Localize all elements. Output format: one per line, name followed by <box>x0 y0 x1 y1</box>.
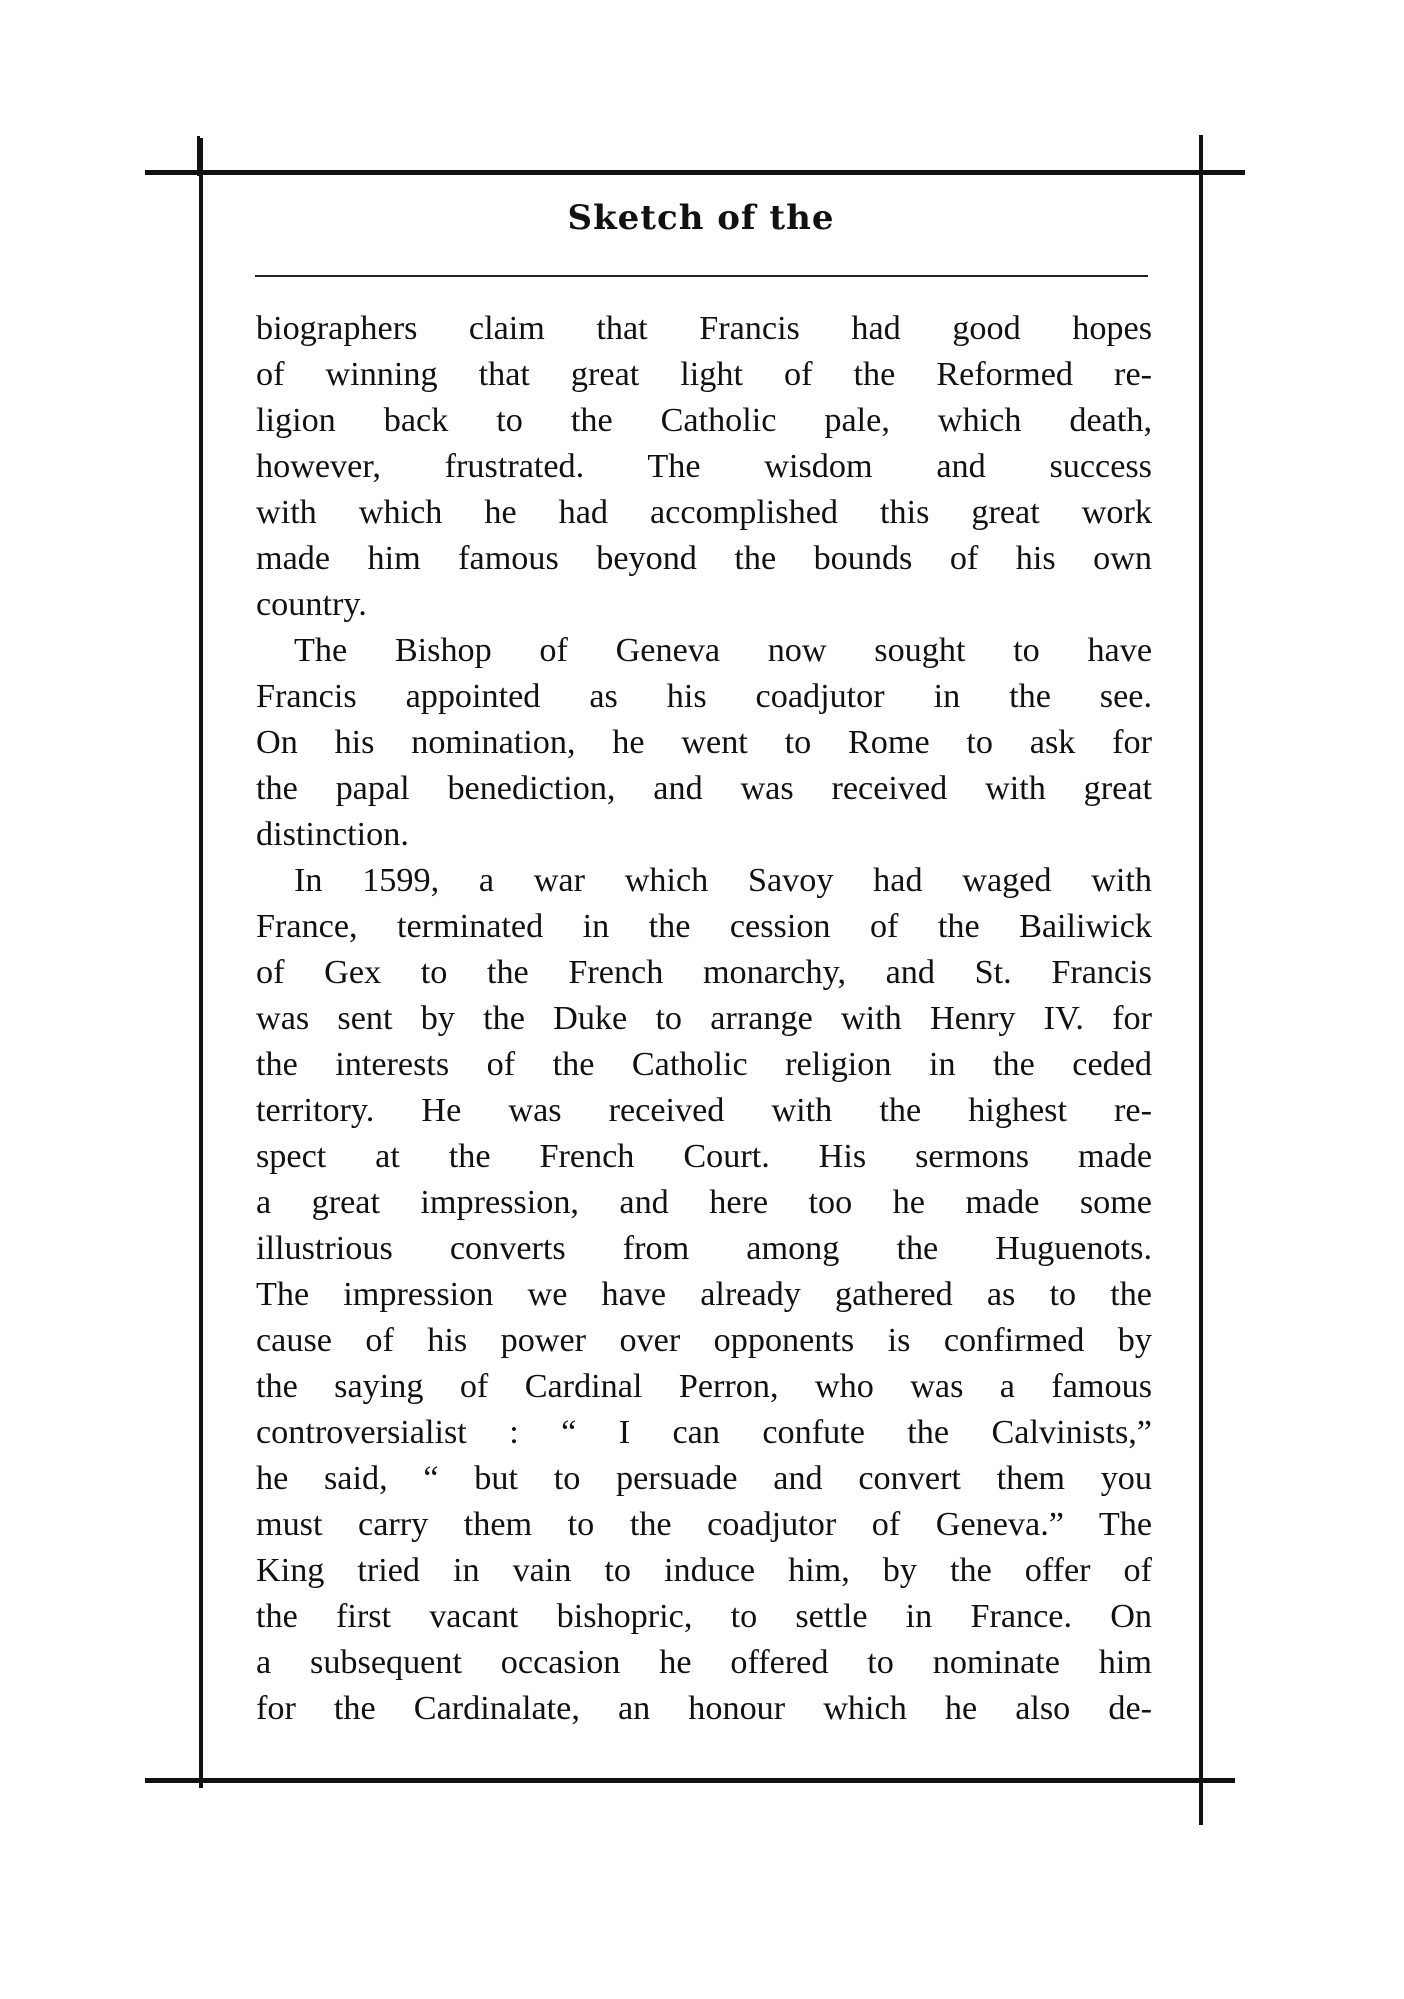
text-line: a subsequent occasion he offered to nominate him <box>256 1644 1152 1681</box>
text-line: of winning that great light of the Reformed re- <box>256 356 1152 393</box>
text-line: distinction. <box>256 816 409 853</box>
text-line: ligion back to the Catholic pale, which death, <box>256 402 1152 439</box>
text-line: territory. He was received with the highest re- <box>256 1092 1152 1129</box>
text-line: The impression we have already gathered as to the <box>256 1276 1152 1313</box>
text-line: for the Cardinalate, an honour which he also de- <box>256 1690 1152 1727</box>
text-line: King tried in vain to induce him, by the offer of <box>256 1552 1152 1589</box>
text-line: cause of his power over opponents is confirmed by <box>256 1322 1152 1359</box>
text-line: The Bishop of Geneva now sought to have <box>294 632 1152 669</box>
text-line: country. <box>256 586 367 623</box>
text-line: a great impression, and here too he made some <box>256 1184 1152 1221</box>
text-line: Francis appointed as his coadjutor in the see. <box>256 678 1152 715</box>
frame-left-rule <box>199 138 203 1788</box>
frame-top-rule <box>145 170 1245 175</box>
frame-right-rule <box>1199 135 1203 1825</box>
text-line: the papal benediction, and was received with great <box>256 770 1152 807</box>
text-line: the interests of the Catholic religion in the ceded <box>256 1046 1152 1083</box>
frame-bottom-rule <box>145 1778 1235 1783</box>
text-line: he said, “ but to persuade and convert them you <box>256 1460 1152 1497</box>
text-line: was sent by the Duke to arrange with Henry IV. for <box>256 1000 1152 1037</box>
text-line: France, terminated in the cession of the Bailiwick <box>256 908 1152 945</box>
text-line: biographers claim that Francis had good hopes <box>256 310 1152 347</box>
body-text <box>256 306 1152 1732</box>
text-line: In 1599, a war which Savoy had waged with <box>294 862 1152 899</box>
text-line: must carry them to the coadjutor of Geneva.” The <box>256 1506 1152 1543</box>
text-line: controversialist : “ I can confute the Calvinists,” <box>256 1414 1152 1451</box>
text-line: however, frustrated. The wisdom and success <box>256 448 1152 485</box>
text-line: spect at the French Court. His sermons made <box>256 1138 1152 1175</box>
text-line: the saying of Cardinal Perron, who was a famous <box>256 1368 1152 1405</box>
text-line: illustrious converts from among the Huguenots. <box>256 1230 1152 1267</box>
header-rule <box>255 275 1148 277</box>
text-line: with which he had accomplished this great work <box>256 494 1152 531</box>
running-header: Sketch of the <box>567 198 835 238</box>
text-line: made him famous beyond the bounds of his own <box>256 540 1152 577</box>
text-line: of Gex to the French monarchy, and St. Francis <box>256 954 1152 991</box>
text-line: On his nomination, he went to Rome to ask for <box>256 724 1152 761</box>
text-line: the first vacant bishopric, to settle in France. On <box>256 1598 1152 1635</box>
